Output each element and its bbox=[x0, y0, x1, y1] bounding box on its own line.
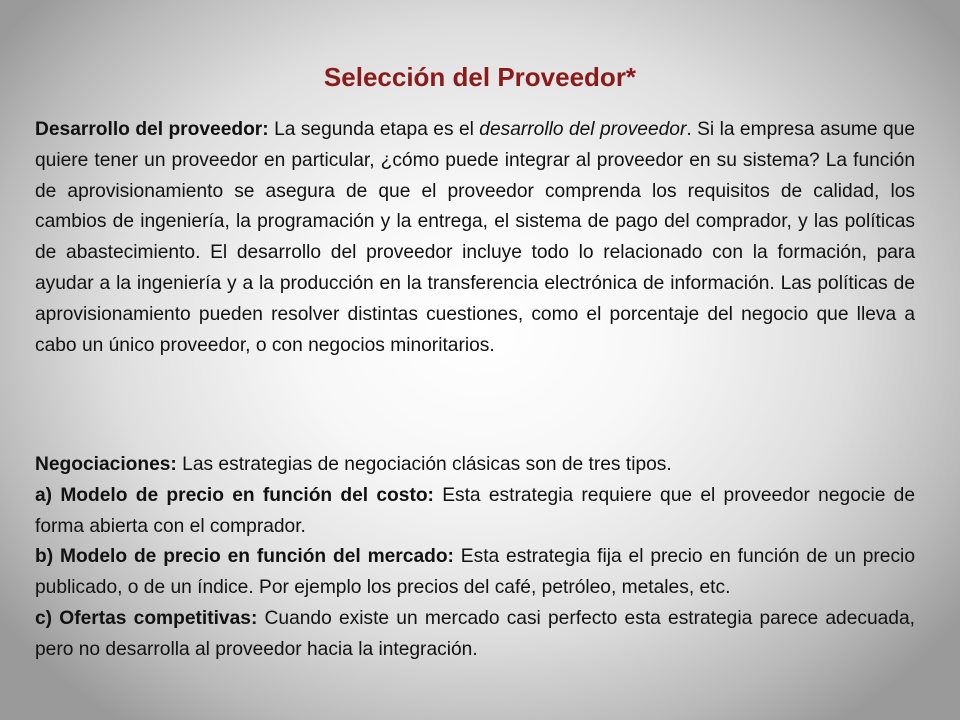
negotiation-item-cost bbox=[35, 481, 915, 543]
supplier-development-label: Desarrollo del proveedor: bbox=[35, 119, 269, 140]
negotiation-item-competitive-bids bbox=[35, 604, 915, 666]
supplier-development-italic: desarrollo del proveedor bbox=[479, 119, 687, 140]
negotiation-item-label: a) Modelo de precio en función del costo: bbox=[35, 484, 434, 506]
negotiations-intro: Las estrategias de negociación clásicas son de tres tipos. bbox=[176, 454, 672, 475]
supplier-development-text-a: La segunda etapa es el bbox=[268, 119, 480, 140]
negotiation-item-text: Esta estrategia requiere que el proveedor negocie de forma abierta con el comprador. bbox=[35, 484, 915, 537]
negotiation-item-label: c) Ofertas competitivas: bbox=[35, 607, 258, 629]
supplier-development-text-b: . Si la empresa asume que quiere tener un proveedor en particular, ¿cómo puede integrar al proveedor en su sistema? La función de aprovisionamiento se asegura de que el proveedor comprenda los requisitos de calidad, los cambios de ingeniería, la programación y la entrega, el sistema de pago del comprador, y las políticas de abastecimiento. El desarrollo del proveedor incluye todo lo relacionado con la formación, para ayudar a la ingeniería y a la producción en la transferencia electrónica de información. Las políticas de aprovisionamiento pueden resolver distintas cuestiones, como el porcentaje del negocio que lleva a cabo un único proveedor, o con negocios minoritarios. bbox=[35, 119, 915, 356]
negotiation-item-text: Esta estrategia fija el precio en función de un precio publicado, o de un índice. Por ejemplo los precios del café, petróleo, metales, etc. bbox=[35, 546, 915, 599]
negotiation-item-market bbox=[35, 542, 915, 604]
supplier-development-paragraph bbox=[35, 115, 915, 361]
negotiations-paragraph bbox=[35, 450, 915, 666]
negotiations-label: Negociaciones: bbox=[35, 454, 177, 475]
negotiation-item-label: b) Modelo de precio en función del mercado: bbox=[35, 546, 454, 568]
negotiation-item-text: Cuando existe un mercado casi perfecto esta estrategia parece adecuada, pero no desarrolla al proveedor hacia la integración. bbox=[35, 607, 915, 660]
slide-title: Selección del Proveedor* bbox=[323, 62, 637, 92]
negotiations-intro-line bbox=[35, 450, 915, 481]
